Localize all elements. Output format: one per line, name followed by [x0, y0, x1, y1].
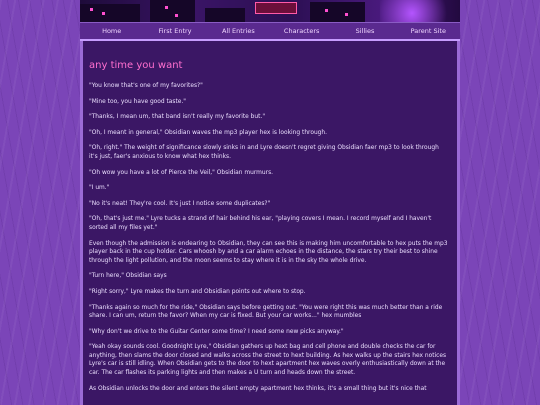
- nav-link-characters[interactable]: Characters: [283, 27, 320, 35]
- paragraph: As Obsidian unlocks the door and enters the silent empty apartment hex thinks, it's a small thing but it's nice that: [89, 385, 427, 392]
- paragraph: "Oh wow you have a lot of Pierce the Veil," Obsidian murmurs.: [89, 169, 274, 176]
- paragraph: "You know that's one of my favorites?": [89, 83, 203, 89]
- paragraph: "Right sorry," Lyre makes the turn and Obsidian points out where to stop.: [89, 288, 306, 295]
- nav-link-home[interactable]: Home: [102, 27, 122, 35]
- paragraph: "Oh, that's just me." Lyre tucks a strand of hair behind his ear, "playing covers I mean. I record myself and I haven't sorted all my files yet.": [89, 216, 432, 231]
- paragraph: "Why don't we drive to the Guitar Center some time? I need some new picks anyway.": [89, 328, 344, 335]
- paragraph: "Yeah okay sounds cool. Goodnight Lyre," Obsidian gathers up hext bag and cell phone and double checks the car for anything, then slams the door closed and walks across the street to hext building. As hex walks up the stairs hex notices Lyre's car is still idling. When Obsidian gets to the door to hext apartment hex waves overly enthusiastically down at the car. The car flashes its parking lights and then makes a U turn and heads down the street.: [89, 344, 447, 377]
- paragraph: "No it's neat! They're cool. It's just I notice some duplicates?": [89, 200, 271, 207]
- nav-link-all-entries[interactable]: All Entries: [221, 27, 255, 35]
- paragraph: Even though the admission is endearing to Obsidian, they can see this is making him uncomfortable to hex puts the mp3 player back in the cup holder. Cars whoosh by and a car alarm echoes in the distance, the stars try their best to shine through the light pollution, and the moon seems to stay where it is in the sky the whole drive.: [89, 240, 448, 264]
- entry-content: [80, 41, 460, 405]
- header-banner-image: [80, 0, 460, 22]
- nav-link-parent-site[interactable]: Parent Site: [410, 27, 446, 35]
- paragraph: "Mine too, you have good taste.": [89, 98, 187, 105]
- nav-link-first-entry[interactable]: First Entry: [158, 27, 192, 35]
- nav-link-sillies[interactable]: Sillies: [355, 27, 375, 35]
- paragraph: "Turn here," Obsidian says: [89, 273, 167, 280]
- paragraph: "Thanks again so much for the ride," Obsidian says before getting out. "You were right this was much better than a ride share. I can um, return the favor? When my car is fixed. But your car works..." hex mumbles: [89, 304, 443, 320]
- paragraph: "Oh, right." The weight of significance slowly sinks in and Lyre doesn't regret giving Obsidian faer mp3 to look through it's just, faer's anxious to know what hex thinks.: [89, 145, 439, 160]
- paragraph: "Oh, I meant in general," Obsidian waves the mp3 player hex is looking through.: [89, 129, 328, 136]
- paragraph: "Thanks, I mean um, that band isn't really my favorite but.": [89, 114, 266, 121]
- entry-body: [89, 82, 448, 393]
- paragraph: "I um.": [89, 185, 110, 192]
- entry-title: any time you want: [89, 60, 183, 71]
- main-nav: [80, 22, 460, 39]
